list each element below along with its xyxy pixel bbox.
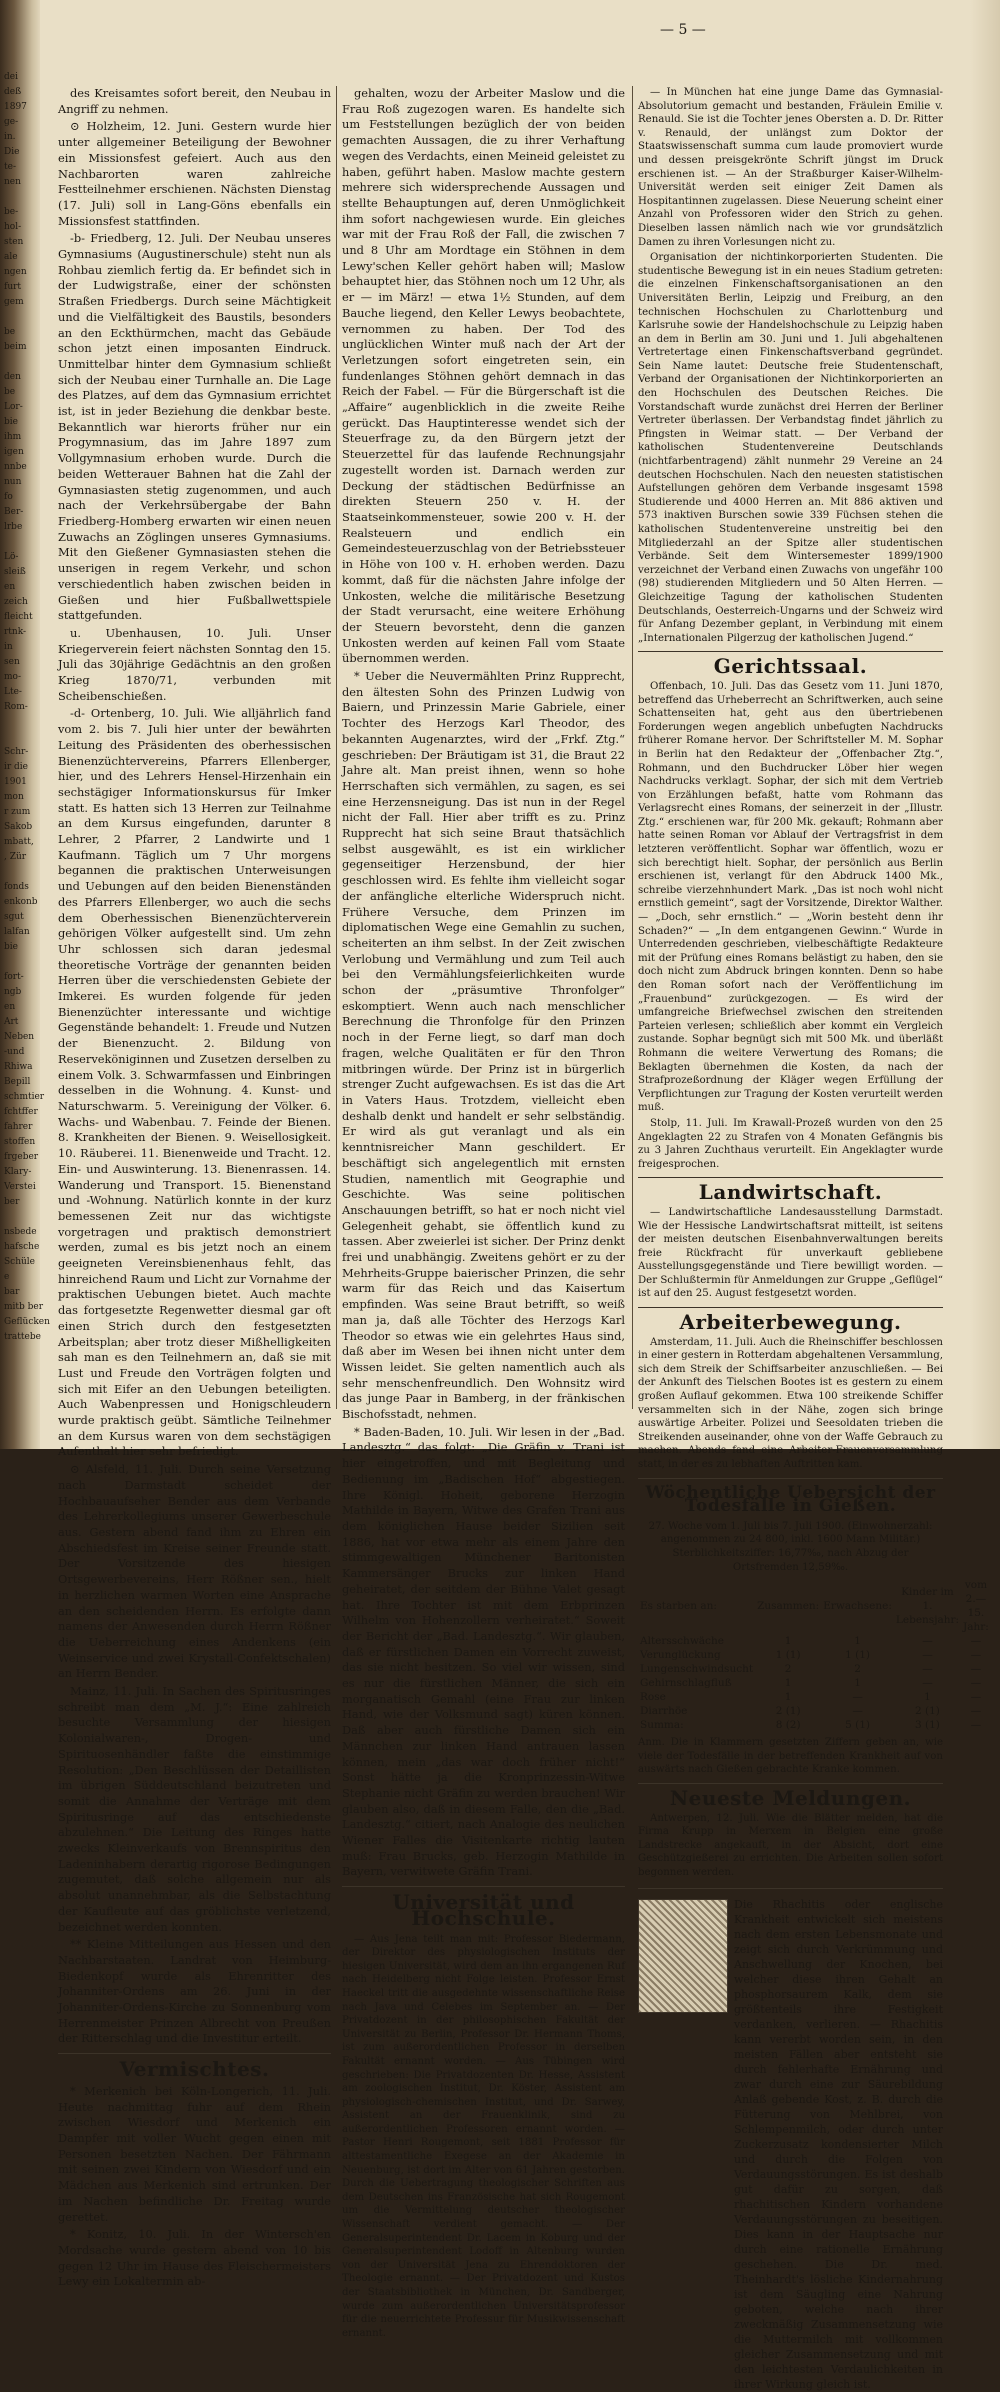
column-3 (638, 86, 989, 2391)
advertisement (638, 1888, 943, 2391)
section-heading-neueste-meldungen: Neueste Meldungen. (669, 1785, 912, 1810)
table-cell: — (970, 1705, 982, 1718)
table-cell: — (970, 1677, 982, 1690)
table-cell: Lungenschwindsucht (640, 1663, 754, 1676)
divider (638, 1783, 943, 1784)
table-cell: 1 (1) (775, 1649, 801, 1662)
table-cell: 1 (784, 1677, 792, 1690)
todesfaelle-note: Anm. Die in Klammern gesetzten Ziffern geben an, wie viele der Todesfälle in der betreffenden Krankheit auf von auswärts nach Gießen gebrachte Kranke kommen. (638, 1737, 943, 1776)
table-header-row (638, 1578, 991, 1634)
divider (638, 1307, 943, 1308)
table-cell: — (970, 1719, 982, 1732)
table-cell: 1 (784, 1691, 792, 1704)
article-paragraph: — In München hat eine junge Dame das Gymnasial-Absolutorium gemacht und bestanden, Fräulein Emilie v. Renauld. Sie ist die Tochter jenes Obersten a. D. Dr. Ritter v. Renauld, der unlängst zum Doktor der Staatswissenschaft summa cum laude promoviert wurde und dessen preisgekrönte Schrift jüngst im Druck erschienen ist. — An der Straßburger Kaiser-Wilhelm-Universität werden seit einiger Zeit Damen als Hospitantinnen zugelassen. Diese Neuerung scheint einer Anzahl von Professoren wider den Strich zu gehen. Dieselben lassen nämlich nach wie vor grundsätzlich Damen zu ihren Vorlesungen nicht zu. (638, 87, 943, 248)
column-1 (58, 86, 331, 2289)
article-paragraph: Offenbach, 10. Juli. Das das Gesetz vom 11. Juni 1870, betreffend das Urheberrecht an Schriftwerken, auch seine Schattenseiten hat, geht aus den übertriebenen Forderungen wegen angeblich unbefugten Nachdrucks früherer Romane hervor. Der Schriftsteller M. M. Sophar in Berlin hat den Redakteur der „Offenbacher Ztg.“, Rohmann, und den Buchdrucker Löber hier wegen Nachdrucks verklagt. Sophar, der sich mit dem Vertrieb von Erzählungen befaßt, hatte vom Rohmann das Verlagsrecht eines Romans, der seinerzeit in der „Illustr. Ztg.“ erschienen war, für 200 Mk. gekauft; Rohmann aber hatte seinen Roman vor Ablauf der Vertragsfrist in dem letzteren veröffentlicht. Sophar war öffentlich, wozu er sich berechtigt hielt. Sophar, der persönlich aus Berlin erschienen ist, verlangt für den Abdruck 1400 Mk., schreibe vierzehnhundert Mark. „Das ist noch wohl nicht ernstlich gemeint“, sagt der Vorsitzende, Direktor Walther. — „Doch, sehr ernstlich.“ — „Worin besteht denn ihr Schaden?“ — „In dem entgangenen Gewinn.“ Wurde in Unterredenden geschrieben, vielbeschäftigte Redakteure mit der Prüfung eines Romans belästigt zu haben, den sie doch nicht zum Abdruck bringen konnten. Denn so habe den Roman sofort nach der Veröffentlichung im „Frauenbund“ zurückgezogen. — Es wird der umfangreiche Briefwechsel zwischen den streitenden Parteien verlesen; schließlich aber kommt ein Vergleich zustande. Sophar begnügt sich mit 500 Mk. und überläßt Rohmann die weitere Verwertung des Romans; die Beklagten übernehmen die Kosten, da nach der Strafprozeßordnung der Kläger wegen Erfüllung der Verpflichtungen zur Tragung der Kosten verurteilt werden muß. (638, 680, 943, 1114)
section-heading-todesfaelle: Wöchentliche Uebersicht der Todesfälle in Gießen. (645, 1482, 936, 1517)
table-row (638, 1676, 991, 1690)
binding-fragments: dei deß 1897 ge- in. Die te- nen be- hol- sten ale ngen furt gem be beim den be Lor- bie ihm igen nnbe nun fo Ber- lrbe Lö- sleiß en zeich fleicht rtnk- in sen mo- Lte- Rom- Schr- ir die 1901 mon r zum Sakob mbatt, , Zür fonds enkonb sgut lalfan bie fort- ngb en Art Neben -und Rhiwa Bepill schmtier fchtffer fahrer stoffen frgeber Klary- Verstei ber nsbede hafsche Schüle e bar mitb ber Geflücken trattebe (4, 72, 50, 1342)
section-heading-universitaet: Universität und Hochschule. (392, 1890, 575, 1930)
article-paragraph: ** Kleine Mitteilungen aus Hessen und den Nachbarstaaten. Landrat von Heimburg-Biedenkopf wurde als Ehrenritter des Johanniter-Ordens am 26. Juni in der Johanniter-Ordens-Kirche zu Sonnenburg vom Herrenmeister Prinzen Albrecht von Preußen der Ritterschlag und die Investitur erteilt. (58, 1937, 331, 2046)
neueste-articles (638, 1812, 943, 1880)
section-heading-arbeiterbewegung: Arbeiterbewegung. (679, 1310, 902, 1335)
table-cell: — (970, 1649, 982, 1662)
divider (638, 1177, 943, 1178)
article-paragraph: Amsterdam, 11. Juli. Auch die Rheinschiffer beschlossen in einer gestern in Rotterdam abgehaltenen Versammlung, sich dem Streik der Schiffsarbeiter anzuschließen. — Bei der Ankunft des Tielschen Bootes ist es gestern zu einem großen Auflauf gekommen. Etwa 100 streikende Schiffer versammelten sich in der Nähe, zogen sich bringe auswärtige Arbeiter. Polizei und Seesoldaten trieben die Streikenden auseinander, ohne von der Waffe Gebrauch zu machen. Abends fand eine Arbeiter-Frauenversammlung statt, in der es zu lebhaften Auftritten kam. (638, 1336, 943, 1470)
article-paragraph: u. Ubenhausen, 10. Juli. Unser Kriegerverein feiert nächsten Sonntag den 15. Juli das 30jährige Gedächtnis an den großen Krieg 1870/71, verbunden mit Scheibenschießen. (58, 625, 331, 703)
advertisement-illustration (638, 1899, 728, 2013)
table-cell: — (922, 1677, 933, 1690)
table-cell: 5 (1) (845, 1719, 871, 1732)
article-paragraph: -d- Ortenberg, 10. Juli. Wie alljährlich fand vom 2. bis 7. Juli hier unter der bewährten Leitung des Präsidenten des oberhessischen Bienenzüchtervereins, Pfarrers Ellenberger, hier, und des Lehrers Hensel-Hirzenhain ein sechstägiger Informationskursus für Imker statt. Es hatten sich 13 Herren zur Teilnahme an dem Kursus eingefunden, darunter 8 Lehrer, 2 Pfarrer, 2 Landwirte und 1 Kaufmann. Täglich um 7 Uhr morgens begannen die praktischen Unterweisungen und Uebungen auf den beiden Bienenständen des Pfarrers Ellenberger, wo auch die sechs dem Oberhessischen Bienenzüchterverein gehörigen Völker aufgestellt sind. Um zehn Uhr schlossen sich daran jedesmal theoretische Vorträge der genannten beiden Herren über die verschiedensten Gebiete der Imkerei. Es wurden folgende für jeden Bienenzüchter interessante und wichtige Gegenstände behandelt: 1. Freude und Nutzen der Bienenzucht. 2. Bildung von Reserveköniginnen und Zusetzen derselben zu einem Volk. 3. Schwarmfassen und Einbringen desselben in die Wohnung. 4. Kunst- und Naturschwarm. 5. Vereinigung der Völker. 6. Wachs- und Wabenbau. 7. Feinde der Bienen. 8. Krankheiten der Bienen. 9. Weisellosigkeit. 10. Räuberei. 11. Bienenweide und Tracht. 12. Ein- und Auswinterung. 13. Bienenrassen. 14. Wanderung und Transport. 15. Bienenstand und -Wohnung. Natürlich konnte in der kurz bemessenen Zeit nur das wichtigste vorgetragen und praktisch demonstriert werden, zumal es bis jetzt noch an einem geeigneten Vereinsbienenhaus fehlt, das hinreichend Raum und Licht zur Vornahme der praktischen Uebungen bietet. Auch machte das fortgesetzte Regenwetter diesmal gar oft einen Strich durch den festgesetzten Arbeitsplan; aber trotz dieser Mißhelligkeiten sah man es den Teilnehmern an, daß sie mit Lust und Freude den Vorträgen folgten und sich mit Eifer an den Uebungen beteiligten. Auch Wabenpressen und Honigschleudern wurde praktisch geübt. Sämtliche Teilnehmer an dem Kursus waren von dem sechstägigen Aufenthalt hier sehr befriedigt. (58, 706, 331, 1459)
article-paragraph: ⊙ Alsfeld, 11. Juli. Durch seine Versetzung nach Darmstadt scheidet der Hochbauaufseher Bender aus dem Verbande des Lehrerkollegiums unserer Gewerbeschule aus. Gestern abend fand ihm zu Ehren ein Abschiedsfest im Kreise seiner Freunde statt. Der Vorsitzende des hiesigen Ortsgewerbevereins, Herr Rößner sen., hielt in herzlichen warmen Worten eine Ansprache an den scheidenden Herrn. Es erfolgte dann namens der Anwesenden durch Herrn Rößner die Ueberreichung eines Andenkens (ein Weinservice und zwei Krystall-Confektschalen) an Herrn Bender. (58, 1462, 331, 1681)
article-paragraph: ⊙ Holzheim, 12. Juni. Gestern wurde hier unter allgemeiner Beteiligung der Bewohner ein Missionsfest gefeiert. Auch aus den Nachbarorten waren zahlreiche Festteilnehmer erschienen. Nächsten Dienstag (17. Juli) soll in Lang-Göns ebenfalls ein Missionsfest stattfinden. (58, 119, 331, 228)
article-paragraph: des Kreisamtes sofort bereit, den Neubau in Angriff zu nehmen. (58, 86, 331, 116)
landwirtschaft-articles (638, 1206, 943, 1301)
article-paragraph: Mainz, 11. Juli. In Sachen des Spiritusringes schreibt man dem „M. J.“: Eine zahlreich besuchte Versammlung der hiesigen Kolonialwaren-, Drogen- und Spirituosenhändler faßte die einstimmige Resolution: „Den Beschlüssen der Detaillisten im übrigen Süddeutschland beizutreten und somit die Annahme der Verträge mit dem Spiritusringe auf das entschiedenste abzulehnen.“ Die Leitung des Ringes hatte zwecks Kleinverkaufs von Brennspiritus den Ladeninhabern derartig rigorose Bedingungen zugemutet, daß solche allgemein nur als absolut unannehmbar, als die Selbstachtung der Kaufleute auf das gröblichste verletzend, bezeichnet werden konnten. (58, 1684, 331, 1934)
binding-edge (0, 0, 50, 1449)
article-paragraph: Organisation der nichtinkorporierten Studenten. Die studentische Bewegung ist in ein neues Stadium getreten: die einzelnen Finkenschaftsorganisationen an den Universitäten Berlin, Leipzig und Freiburg, an den technischen Hochschulen zu Charlottenburg und Karlsruhe sowie der Handelshochschule zu Leipzig haben an dem in Berlin am 30. Juni und 1. Juli abgehaltenen Vertretertage einen Finkenschaftsverband gegründet. Sein Name lautet: Deutsche freie Studentenschaft, Verband der Organisationen der Nichtinkorporierten an den Hochschulen des Deutschen Reiches. Die Vorstandschaft wurde zunächst drei Herren der Berliner Vertreter überlassen. Der Verbandstag findet jährlich zu Pfingsten in Weimar statt. — Der Verband der katholischen Studentenvereine Deutschlands (nichtfarbentragend) zählt nunmehr 29 Vereine an 24 deutschen Hochschulen. Nach den neuesten statistischen Aufstellungen gehören dem Verbande insgesamt 1598 Studierende und 4000 Herren an. Mit 886 aktiven und 573 inaktiven Burschen sowie 339 Füchsen stehen die katholischen Studentenvereine unstreitig bei den Mitgliederzahl an der Spitze aller studentischen Verbände. Seit dem Wintersemester 1899/1900 verzeichnet der Verband einen Zuwachs von ungefähr 100 (98) studierenden Mitgliedern und 50 Alten Herren. — Gleichzeitige Tagung der katholischen Studenten Deutschlands, Oesterreich-Ungarns und der Schweiz wird für Anfang Dezember geplant, in Verbindung mit einem „Internationalen Pilgerzug der katholischen Jugend.“ (638, 252, 943, 644)
table-row (638, 1634, 991, 1648)
table-header-cell: vom 2.—15. Jahr: (963, 1579, 989, 1634)
table-row (638, 1718, 991, 1732)
divider (638, 651, 943, 652)
gerichtssaal-articles (638, 680, 943, 1171)
column-3-articles (638, 86, 943, 645)
table-header-cell: Erwachsene: (823, 1600, 892, 1613)
table-row (638, 1704, 991, 1718)
arbeiter-articles (638, 1336, 943, 1472)
divider (638, 1478, 943, 1479)
section-heading-vermischtes: Vermischtes. (119, 2057, 270, 2082)
page-number: — 5 — (660, 22, 706, 38)
table-cell: 1 (784, 1635, 792, 1648)
column-2-articles (342, 86, 625, 1880)
article-paragraph: Antwerpen, 12. Juli. Wie die Blätter melden, hat die Firma Krupp in Merxem in Belgien eine große Landstrecke angekauft, in der Absicht, dort eine Geschützgießerei zu errichten. Die Arbeiten sollen sofort begonnen werden. (638, 1812, 943, 1878)
table-cell: 1 (924, 1691, 931, 1704)
table-cell: Diarrhöe (640, 1705, 688, 1718)
divider (58, 2053, 331, 2054)
table-cell: Gehirnschlagfluß (640, 1677, 732, 1690)
table-header-cell: Es starben an: (640, 1600, 717, 1613)
table-cell: 2 (1) (915, 1705, 940, 1718)
table-cell: — (922, 1649, 933, 1662)
section-heading-landwirtschaft: Landwirtschaft. (698, 1180, 883, 1205)
article-paragraph: * Merkenich bei Köln-Longerich, 11. Juli. Heute nachmittag fuhr auf dem Rhein zwischen Wiesdorf und Merkenich ein Dampfer mit voller Wucht gegen einen mit Personen besetzten Nachen. Der Fährmann mit seinen zwei Kindern von Wiesdorf und ein Mädchen aus Merkenich sind ertrunken. Der im Nachen befindliche Dr. Freitag wurde gerettet. (58, 2083, 331, 2224)
article-paragraph: — Landwirtschaftliche Landesausstellung Darmstadt. Wie der Hessische Landwirtschaftsrat mitteilt, ist seitens der meisten deutschen Eisenbahnverwaltungen bereits freie Rückfracht für unverkauft gebliebene Ausstellungsgegenstände und Tiere bewilligt worden. — Der Schlußtermin für Anmeldungen zur Gruppe „Geflügel“ ist auf den 25. August festgesetzt worden. (638, 1206, 943, 1300)
universitaet-articles (342, 1933, 625, 2341)
table-header-cell: Kinder im 1. Lebensjahr: (895, 1586, 960, 1627)
table-cell: — (970, 1663, 982, 1676)
table-cell: 2 (1) (775, 1705, 801, 1718)
table-cell: 3 (1) (915, 1719, 940, 1732)
column-rule (632, 86, 633, 1409)
table-cell: — (852, 1691, 863, 1704)
table-cell: 1 (854, 1677, 861, 1690)
table-cell: — (852, 1705, 863, 1718)
table-cell: 1 (854, 1635, 861, 1648)
table-cell: 2 (784, 1663, 792, 1676)
table-cell: 2 (854, 1663, 861, 1676)
page-fold (970, 0, 1000, 1449)
article-paragraph: * Baden-Baden, 10. Juli. Wir lesen in der „Bad. Landesztg.“ das folgt: „Die Gräfin v. Trani ist hier eingetroffen, und mit Begleitung und Bedienung im „Badischen Hof“ abgestiegen. Ihre Königl. Hoheit, geborene Herzogin Mathilde in Bayern, Witwe des Grafen Trani aus dem königlichen Hause beider Sizilien seit 1886, hat vor etwa mehr als einem Jahre den stimmgewaltigen Münchener Baritonisten Kammersänger Brucks zur linken Hand geheiratet, der seitdem der Bühne Valet gesagt hat. Ihre Tochter ist mit dem Erbprinzen Wilhelm von Hohenzollern verheiratet.“ Soweit der Bericht der „Bad. Landesztg.“. Wir glauben, daß er fürstlichen Damen ein Vorrecht zuweist, das sie nicht besitzen. So viel wir wissen, sind es nur die fürstlichen Männer, die sich ein morganatisch Gemahl (eine Frau zur linken Hand, wie der Volksmund sagt) küren können. Daß aber auch fürstliche Damen sich ein Männchen zur linken Hand antrauen lassen können, mein „das war doch früher nicht!“ Sonst hätte ja die Kronprinzessin-Witwe Stephanie nicht Gräfin zu werden brauchen! Wir glauben also, daß in diesem Falle, den die „Bad. Landesztg.“ citiert, nach Analogie des neulichen Wiener Falles die Visitenkarte richtig lauten muß: Frau Brucks, geb. Herzogin Mathilde in Bayern, verwitwete Gräfin Trani. (342, 1424, 625, 1879)
article-paragraph: gehalten, wozu der Arbeiter Maslow und die Frau Roß zugezogen waren. Es handelte sich um Feststellungen bezüglich der von beiden gemachten Aussagen, die zu ihrer Verhaftung wegen des Verdachts, einen Meineid geleistet zu haben, geführt haben. Maslow machte gestern mehrere sich widersprechende Aussagen und stellte Behauptungen auf, deren Unmöglichkeit ihm sofort nachgewiesen wurde. Ein gleiches war mit der Frau Roß der Fall, die zwischen 7 und 8 Uhr am Mordtage ein Stöhnen in dem Lewy'schen Keller gehört haben will; Maslow behauptet hier, das Stöhnen noch um 12 Uhr, als er — im März! — etwa 1½ Stunden, auf dem Bauche liegend, den Keller Lewys beobachtete, vernommen zu haben. Der Tod des unglücklichen Winter muß nach der Art der Verletzungen sofort eingetreten sein, ein fundenlanges Stöhnen gehört demnach in das Reich der Fabel. — Für die Bürgerschaft ist die „Affaire“ augenblicklich in die zweite Reihe gerückt. Das Hauptinteresse wendet sich der Steuerfrage zu, da den Bürgern jetzt der Steuerzettel für das laufende Rechnungsjahr zugestellt worden ist. Darnach werden zur Deckung der städtischen Bedürfnisse an direkten Steuern 250 v. H. der Staatseinkommensteuer, sowie 200 v. H. der Realsteuern und endlich ein Gemeindesteuerzuschlag von der Betriebssteuer in Höhe von 100 v. H. erhoben werden. Dazu kommt, daß für die nächsten Jahre infolge der Unkosten, welche die militärische Besetzung der Stadt verursacht, eine weitere Erhöhung der Steuern bevorsteht, denn die ganzen Unkosten werden auf keinen Fall vom Staate übernommen werden. (342, 86, 625, 666)
table-cell: — (922, 1663, 933, 1676)
article-paragraph: * Konitz, 10. Juli. In der Wintersch'en Mordsache wurde gestern abend von 10 bis gegen 12 Uhr im Hause des Fleischermeisters Lewy ein Lokaltermin ab- (58, 2227, 331, 2289)
section-heading-gerichtssaal: Gerichtssaal. (713, 654, 868, 679)
table-cell: Verunglückung (640, 1649, 721, 1662)
vermischtes-articles (58, 2084, 331, 2290)
column-2 (342, 86, 625, 2339)
table-cell: Summa: (640, 1719, 684, 1732)
column-1-articles (58, 86, 331, 2047)
table-row (638, 1690, 991, 1704)
table-row (638, 1662, 991, 1676)
article-paragraph: * Ueber die Neuvermählten Prinz Rupprecht, den ältesten Sohn des Prinzen Ludwig von Baiern, und Prinzessin Marie Gabriele, einer Tochter des Herzogs Karl Theodor, des bekannten Augenarztes, wird der „Frkf. Ztg.“ geschrieben: Der Bräutigam ist 31, die Braut 22 Jahre alt. Man preist ihnen, wenn so hohe Herrschaften sich vermählen, zu sagen, es sei eine Herzensneigung. Das ist nun in der Regel nicht der Fall. Hier aber trifft es zu. Prinz Rupprecht hat sich seine Braut thatsächlich selbst ausgewählt, es ist ein wirklicher gegenseitiger Herzensbund, der hier geschlossen wird. Es fehlte ihm vielleicht sogar der anfängliche elterliche Widerspruch nicht. Frühere Versuche, dem Prinzen im diplomatischen Wege eine Gemahlin zu suchen, scheiterten an ihm selbst. In der Zeit zwischen Verlobung und Vermählung und zum Teil auch bei den Vermählungsfeierlichkeiten wurde schon der „präsumtive Thronfolger“ eskomptiert. Wenn auch nach menschlicher Berechnung die Thronfolge für den Prinzen noch in der Ferne liegt, so darf man doch fragen, welche Qualitäten er für den Thron mitbringen würde. Der Prinz ist in bürgerlich strenger Zucht aufgewachsen. Es ist das die Art in Vaters Haus. Trotzdem, vielleicht eben deshalb denkt und handelt er sehr selbständig. Er wird als gut veranlagt und als ein kenntnisreicher Mann geschildert. Er beschäftigt sich angelegentlich mit ernsten Studien, namentlich mit Geographie und Geschichte. Was seine politischen Anschauungen betrifft, so hat er noch nicht viel Gelegenheit gehabt, sie öffentlich kund zu tassen. Aber zweierlei ist sicher. Der Prinz denkt frei und unabhängig. Zweitens gehört er zu der Mehrheits-Gruppe baierischer Prinzen, die sehr warm für das Reich und das Kaisertum empfinden. Was seine Braut betrifft, so weiß man ja, daß alle Töchter des Herzogs Karl Theodor so etwas wie ein gelehrtes Haus sind, daß aber im Wesen bei ihnen nicht unter dem Wissen leidet. Sie gelten namentlich auch als sehr menschenfreundlich. Den Wohnsitz wird das junge Paar in Bamberg, in der fränkischen Bischofsstadt, nehmen. (342, 669, 625, 1422)
article-paragraph: — Aus Jena teilt man mit: Professor Biedermann, der Direktor des physiologischen Instituts der hiesigen Universität, wird dem an ihn ergangenen Ruf nach Heidelberg nicht Folge leisten. Professor Ernst Haeckel tritt die ausgedehnte wissenschaftliche Reise nach Java und Celebes im September an. — Der Privatdozent in der philosophischen Fakultät der Universität zu Berlin, Professor Dr. Hermann Thoms, ist zum außerordentlichen Professor in derselben Fakultät ernannt worden. — Aus Tübingen wird geschrieben: Die Privatdozenten Dr. Hesse, Assistent am zoologischen Institut, Dr. Köster, Assistent am physiologisch-chemischen Institut, und Dr. Sarwey, Assistent an der Frauenklinik, sind zu außerordentlichen Professoren ernannt worden. — Pastor Henri Rougemont, seit 1881 Professor für alttestamentliche Exegese an der Akademie in Neuenburg, ist dort im Alter von 61 Jahren gestorben. Durch die Uebertragung theologischer Schriften aus dem Deutschen ins Französische hat sich Rougemont um die Vermittelung deutscher theologischer Wissenschaft verdient gemacht. — Der Generalsuperintendent Dr. Lacem in Koburg und der Generalsuperintendent Lodoff in Altenburg wurden von der Universität Jena zu Ehrendoktoren der Theologie ernannt. — Der Privatdozent und Kustos der Staatsbibliothek in München, Dr. Sandberger, wurde zum außerordentlichen Universitätsprofessor für die neuerrichtete Professur für Musikwissenschaft ernannt. (342, 1933, 625, 2339)
table-row (638, 1648, 991, 1662)
todesfaelle-table (638, 1578, 991, 1732)
divider (342, 1886, 625, 1887)
todesfaelle-intro: 27. Woche vom 1. Juli bis 7. Juli 1900. (Einwohnerzahl: angenommen zu 24 800, inkl. 1600 Mann Militär.) Sterblichkeitsziffer: 16,77‰, nach Abzug der Ortsfremden 12,59‰. (648, 1520, 933, 1573)
table-cell: 1 (1) (845, 1649, 871, 1662)
article-paragraph: -b- Friedberg, 12. Juli. Der Neubau unseres Gymnasiums (Augustinerschule) steht nun als Rohbau ziemlich fertig da. Er befindet sich in der Ludwigstraße, einer der schönsten Straßen Friedbergs. Durch seine Mächtigkeit und die Vielfältigkeit des Baustils, besonders an den Eckthürmchen, macht das Gebäude schon jetzt einen imposanten Eindruck. Unmittelbar hinter dem Gymnasium schließt sich der Neubau einer Turnhalle an. Die Lage des Platzes, auf dem das Gymnasium errichtet ist, ist in jeder Beziehung die denkbar beste. Bekanntlich war hierorts früher nur ein Progymnasium, das im Jahre 1897 zum Vollgymnasium erhoben wurde. Durch die beiden Wetterauer Bahnen hat die Zahl der Gymnasiasten stetig zugenommen, und auch nach der Verkehrsübergabe der Bahn Friedberg-Homberg erwarten wir einen neuen Zuwachs an Zöglingen unseres Gymnasiums. Mit den Gießener Gymnasiasten stehen die unserigen in regem Verkehr, und schon verschiedentlich haben zwischen beiden in Gießen und hier Fußballwettspiele stattgefunden. (58, 231, 331, 623)
table-cell: Altersschwäche (640, 1635, 724, 1648)
table-header-cell: Zusammen: (757, 1600, 820, 1613)
table-cell: — (970, 1635, 982, 1648)
advertisement-text: Die Rhachitis oder englische Krankheit entwickelt sich meistens nach dem ersten Lebensmonate und zeigt sich durch Verkrümmung und Anschwellung der Knochen, bei welcher diese ihren Gehalt an phosphorsaurem Kalk, dem sie größtenteils ihre Festigkeit verdanken, verlieren. — Rhachitis kann vererbt worden sein, in den meisten Fällen aber entsteht sie durch fehlerhafte Ernährung und zwar durch eine zur Säurebildung Anlaß gebende Kost, z. B. durch die Fütterung von Mehlbrei, von Schlempenmilch, oder durch unter Zuckerzusatz kondensierter Milch und durch die Folgen von Verdauungsstörungen. Es ist deshalb gut dafür zu sorgen, daß rhachitischen Kindern vorhandene Verdauungsstörungen zu beseitigen. Dies kann in der Hauptsache nur durch eine rationelle Ernährung geschehen. Die Dr. med. Theinhardt's lösliche Kindernahrung ist dem Säugling eine Nahrung geboten, welche nach ihrer zweckmäßig Zusammensetzung wie die Muttermilch mit vollkommen gleicher Zusammensetzung und mit den leichtesten Verdaulichkeiten in ihrer Wirkung gleich ist. (734, 1897, 943, 2391)
table-cell: — (970, 1691, 982, 1704)
table-cell: Rose (640, 1691, 666, 1704)
table-cell: — (922, 1635, 933, 1648)
column-rule (336, 86, 337, 1409)
table-cell: 8 (2) (775, 1719, 801, 1732)
article-paragraph: Stolp, 11. Juli. Im Krawall-Prozeß wurden von den 25 Angeklagten 22 zu Strafen von 4 Monaten Gefängnis bis zu 3 Jahren Zuchthaus verurteilt. Ein Angeklagter wurde freigesprochen. (638, 1117, 943, 1170)
